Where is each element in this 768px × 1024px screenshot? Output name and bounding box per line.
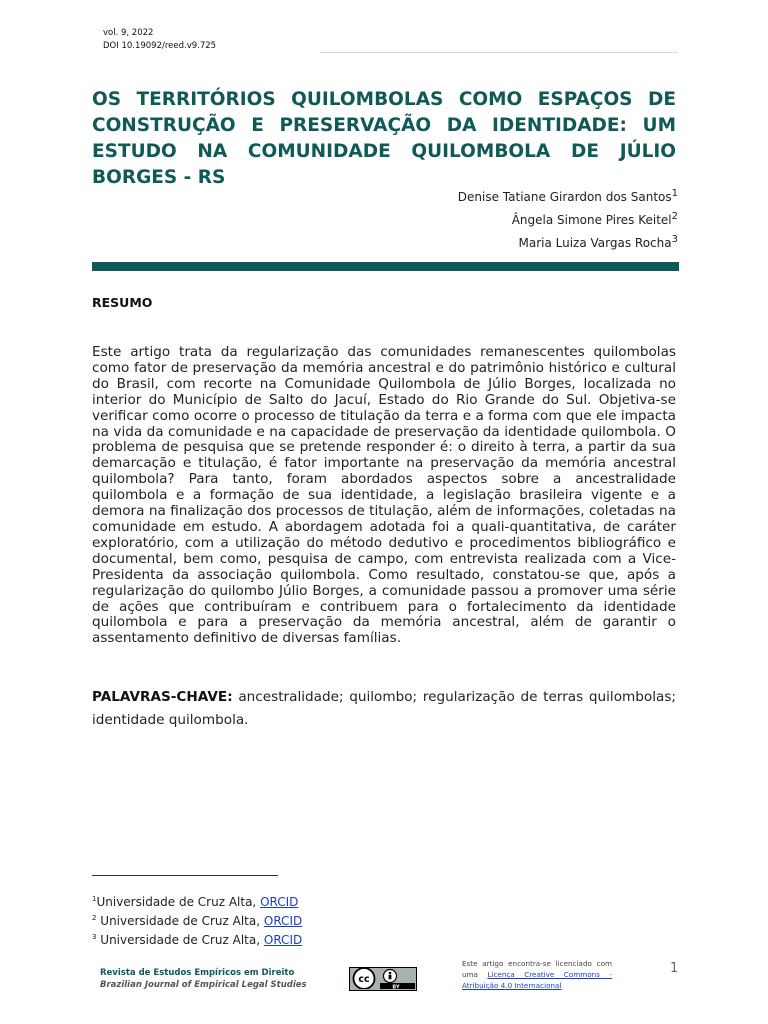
footnote-mark: 1 [92, 895, 97, 903]
footnote-2 [92, 910, 302, 929]
author-name: Denise Tatiane Girardon dos Santos [457, 190, 672, 204]
header-rule [320, 52, 678, 53]
footnote-mark: 2 [92, 914, 97, 922]
volume-label: vol. 9, 2022 [103, 28, 154, 38]
journal-name [100, 967, 307, 991]
keywords-label: PALAVRAS-CHAVE: [92, 689, 233, 705]
footnote-3 [92, 929, 302, 948]
author-2 [458, 207, 678, 230]
license-note [462, 958, 612, 991]
orcid-link-1[interactable]: ORCID [260, 895, 299, 909]
journal-name-pt: Revista de Estudos Empíricos em Direito [100, 968, 295, 978]
author-mark: 2 [671, 211, 678, 222]
page-number: 1 [670, 961, 679, 976]
abstract-heading: RESUMO [92, 295, 153, 310]
author-mark: 3 [671, 234, 678, 245]
doi-label: DOI 10.19092/reed.v9.725 [103, 41, 217, 51]
section-divider-band [92, 262, 679, 271]
footnote-mark: 3 [92, 933, 97, 941]
footnote-text: Universidade de Cruz Alta, [96, 914, 264, 928]
issue-meta [103, 27, 216, 53]
footnote-1 [92, 891, 302, 910]
author-name: Ângela Simone Pires Keitel [511, 213, 672, 227]
article-title: OS TERRITÓRIOS QUILOMBOLAS COMO ESPAÇOS DE CONSTRUÇÃO E PRESERVAÇÃO DA IDENTIDADE: UM ESTUDO NA COMUNIDADE QUILOMBOLA DE JÚLIO BORGES - RS [92, 89, 676, 188]
footnote-rule [92, 875, 278, 876]
cc-badge-text: cc [358, 974, 370, 985]
abstract-text: Este artigo trata da regularização das comunidades remanescentes quilombolas como fator de preservação da memória ancestral e do patrimônio histórico e cultural do Brasil, com recorte na Comunidade Quilombola de Júlio Borges, localizada no interior do Município de Salto do Jacuí, Estado do Rio Grande do Sul. Objetiva-se verificar como ocorre o processo de titulação da terra e a forma com que ele impacta na vida da comunidade e na capacidade de preservação da identidade quilombola. O problema de pesquisa que se pretende responder é: o direito à terra, a partir da sua demarcação e titulação, é fator importante na preservação da memória ancestral quilombola? Para tanto, foram abordados aspectos sobre a ancestralidade quilombola e a formação de sua identidade, a legislação brasileira vigente e a demora na finalização dos processos de titulação, além de informações, coletadas na comunidade em estudo. A abordagem adotada foi a quali-quantitativa, de caráter exploratório, com a utilização do método dedutivo e procedimentos bibliográfico e documental, bem como, pesquisa de campo, com entrevista realizada com a Vice-Presidenta da associação quilombola. Como resultado, constatou-se que, após a regularização do quilombo Júlio Borges, a comunidade passou a promover uma série de ações que contribuíram e contribuem para o fortalecimento da identidade quilombola e para a preservação da memória ancestral, além de garantir o assentamento definitivo de diversas famílias. [92, 344, 676, 647]
author-1 [458, 184, 678, 207]
footnotes [92, 891, 302, 948]
journal-name-en: Brazilian Journal of Empirical Legal Studies [100, 980, 307, 990]
license-link[interactable]: Licença Creative Commons - Atribuição 4.0 Internacional [462, 970, 612, 990]
footnote-text: Universidade de Cruz Alta, [96, 895, 261, 909]
author-mark: 1 [671, 188, 678, 199]
orcid-link-3[interactable]: ORCID [263, 933, 303, 947]
keywords-text: ancestralidade; quilombo; regularização de terras quilombolas; identidade quilombola. [92, 689, 676, 728]
by-badge-text: BY [392, 984, 400, 989]
keywords-block [92, 686, 676, 732]
author-list [458, 184, 678, 253]
author-name: Maria Luiza Vargas Rocha [518, 236, 672, 250]
cc-by-icon [350, 968, 415, 989]
cc-by-badge[interactable] [349, 967, 417, 991]
footnote-text: Universidade de Cruz Alta, [96, 933, 264, 947]
orcid-link-2[interactable]: ORCID [263, 914, 303, 928]
license-text: Este artigo encontra-se licenciado com uma [462, 959, 612, 979]
author-3 [458, 230, 678, 253]
